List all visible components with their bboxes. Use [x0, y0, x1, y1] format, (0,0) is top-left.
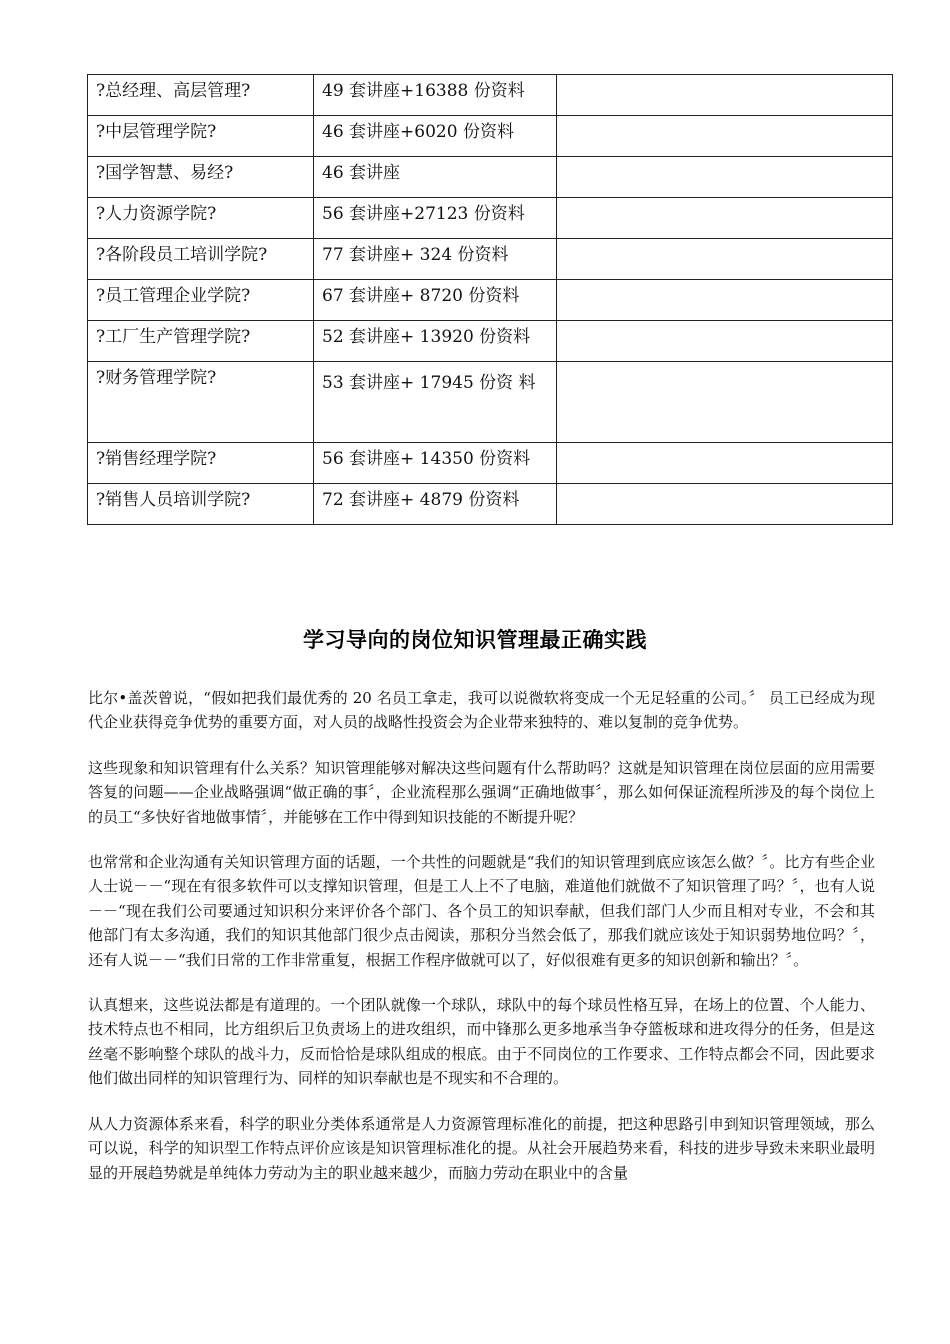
empty-cell — [557, 362, 893, 443]
academy-name-cell: ?工厂生产管理学院? — [88, 321, 314, 362]
empty-cell — [557, 321, 893, 362]
academy-name-cell: ?各阶段员工培训学院? — [88, 239, 314, 280]
table-row — [88, 198, 893, 239]
academy-content-cell: 77 套讲座+ 324 份资料 — [314, 239, 557, 280]
academy-name-cell: ?财务管理学院? — [88, 362, 314, 443]
table-row — [88, 362, 893, 443]
academy-name-cell: ?销售人员培训学院? — [88, 484, 314, 525]
empty-cell — [557, 280, 893, 321]
article-paragraph: 也常常和企业沟通有关知识管理方面的话题，一个共性的问题就是“我们的知识管理到底应该怎么做？〞。比方有些企业人士说－－“现在有很多软件可以支撑知识管理，但是工人上不了电脑，难道他们就做不了知识管理了吗？〞，也有人说－－“现在我们公司要通过知识积分来评价各个部门、各个员工的知识奉献，但我们部门人少而且相对专业，不会和其他部门有太多沟通，我们的知识其他部门很少点击阅读，那积分当然会低了，那我们就应该处于知识弱势地位吗？〞，还有人说－－“我们日常的工作非常重复，根据工作程序做就可以了，好似很难有更多的知识创新和输出？〞。 — [88, 853, 875, 969]
empty-cell — [557, 75, 893, 116]
academy-content-cell: 56 套讲座+ 14350 份资料 — [314, 443, 557, 484]
table-row — [88, 321, 893, 362]
article-paragraph: 比尔•盖茨曾说，“假如把我们最优秀的 20 名员工拿走，我可以说微软将变成一个无足轻重的公司。〞 员工已经成为现代企业获得竞争优势的重要方面，对人员的战略性投资会为企业带来独特的、难以复制的竞争优势。 — [88, 689, 875, 732]
article-paragraph: 这些现象和知识管理有什么关系？知识管理能够对解决这些问题有什么帮助吗？这就是知识管理在岗位层面的应用需要答复的问题——企业战略强调“做正确的事〞，企业流程那么强调“正确地做事〞，那么如何保证流程所涉及的每个岗位上的员工“多快好省地做事情〞，并能够在工作中得到知识技能的不断提升呢？ — [88, 758, 875, 826]
academy-name-cell: ?国学智慧、易经? — [88, 157, 314, 198]
academy-content-cell: 56 套讲座+27123 份资料 — [314, 198, 557, 239]
table-row — [88, 75, 893, 116]
empty-cell — [557, 239, 893, 280]
table-row — [88, 116, 893, 157]
academy-name-cell: ?人力资源学院? — [88, 198, 314, 239]
table-row — [88, 157, 893, 198]
academy-content-cell: 72 套讲座+ 4879 份资料 — [314, 484, 557, 525]
academy-content-cell: 46 套讲座+6020 份资料 — [314, 116, 557, 157]
table-row — [88, 484, 893, 525]
academy-content-cell: 46 套讲座 — [314, 157, 557, 198]
empty-cell — [557, 443, 893, 484]
academy-content-cell: 52 套讲座+ 13920 份资料 — [314, 321, 557, 362]
academy-content-cell: 67 套讲座+ 8720 份资料 — [314, 280, 557, 321]
empty-cell — [557, 198, 893, 239]
empty-cell — [557, 484, 893, 525]
academy-content-cell: 49 套讲座+16388 份资料 — [314, 75, 557, 116]
article-body — [88, 686, 875, 1206]
empty-cell — [557, 116, 893, 157]
article-paragraph: 认真想来，这些说法都是有道理的。一个团队就像一个球队，球队中的每个球员性格互异，在场上的位置、个人能力、技术特点也不相同，比方组织后卫负责场上的进攻组织，而中锋那么更多地承当争夺篮板球和进攻得分的任务，但是这丝毫不影响整个球队的战斗力，反而恰恰是球队组成的根底。由于不同岗位的工作要求、工作特点都会不同，因此要求他们做出同样的知识管理行为、同样的知识奉献也是不现实和不合理的。 — [88, 996, 875, 1088]
article-title: 学习导向的岗位知识管理最正确实践 — [303, 628, 647, 652]
academy-name-cell: ?总经理、高层管理? — [88, 75, 314, 116]
academy-name-cell: ?销售经理学院? — [88, 443, 314, 484]
academy-content-cell: 53 套讲座+ 17945 份资 料 — [314, 362, 557, 443]
article-paragraph: 从人力资源体系来看，科学的职业分类体系通常是人力资源管理标准化的前提，把这种思路引申到知识管理领域，那么可以说，科学的知识型工作特点评价应该是知识管理标准化的提。从社会开展趋势来看，科技的进步导致未来职业最明显的开展趋势就是单纯体力劳动为主的职业越来越少，而脑力劳动在职业中的含量 — [88, 1114, 875, 1182]
course-catalog-table — [87, 74, 893, 525]
academy-name-cell: ?中层管理学院? — [88, 116, 314, 157]
table-row — [88, 239, 893, 280]
table-row — [88, 443, 893, 484]
academy-name-cell: ?员工管理企业学院? — [88, 280, 314, 321]
empty-cell — [557, 157, 893, 198]
table-row — [88, 280, 893, 321]
